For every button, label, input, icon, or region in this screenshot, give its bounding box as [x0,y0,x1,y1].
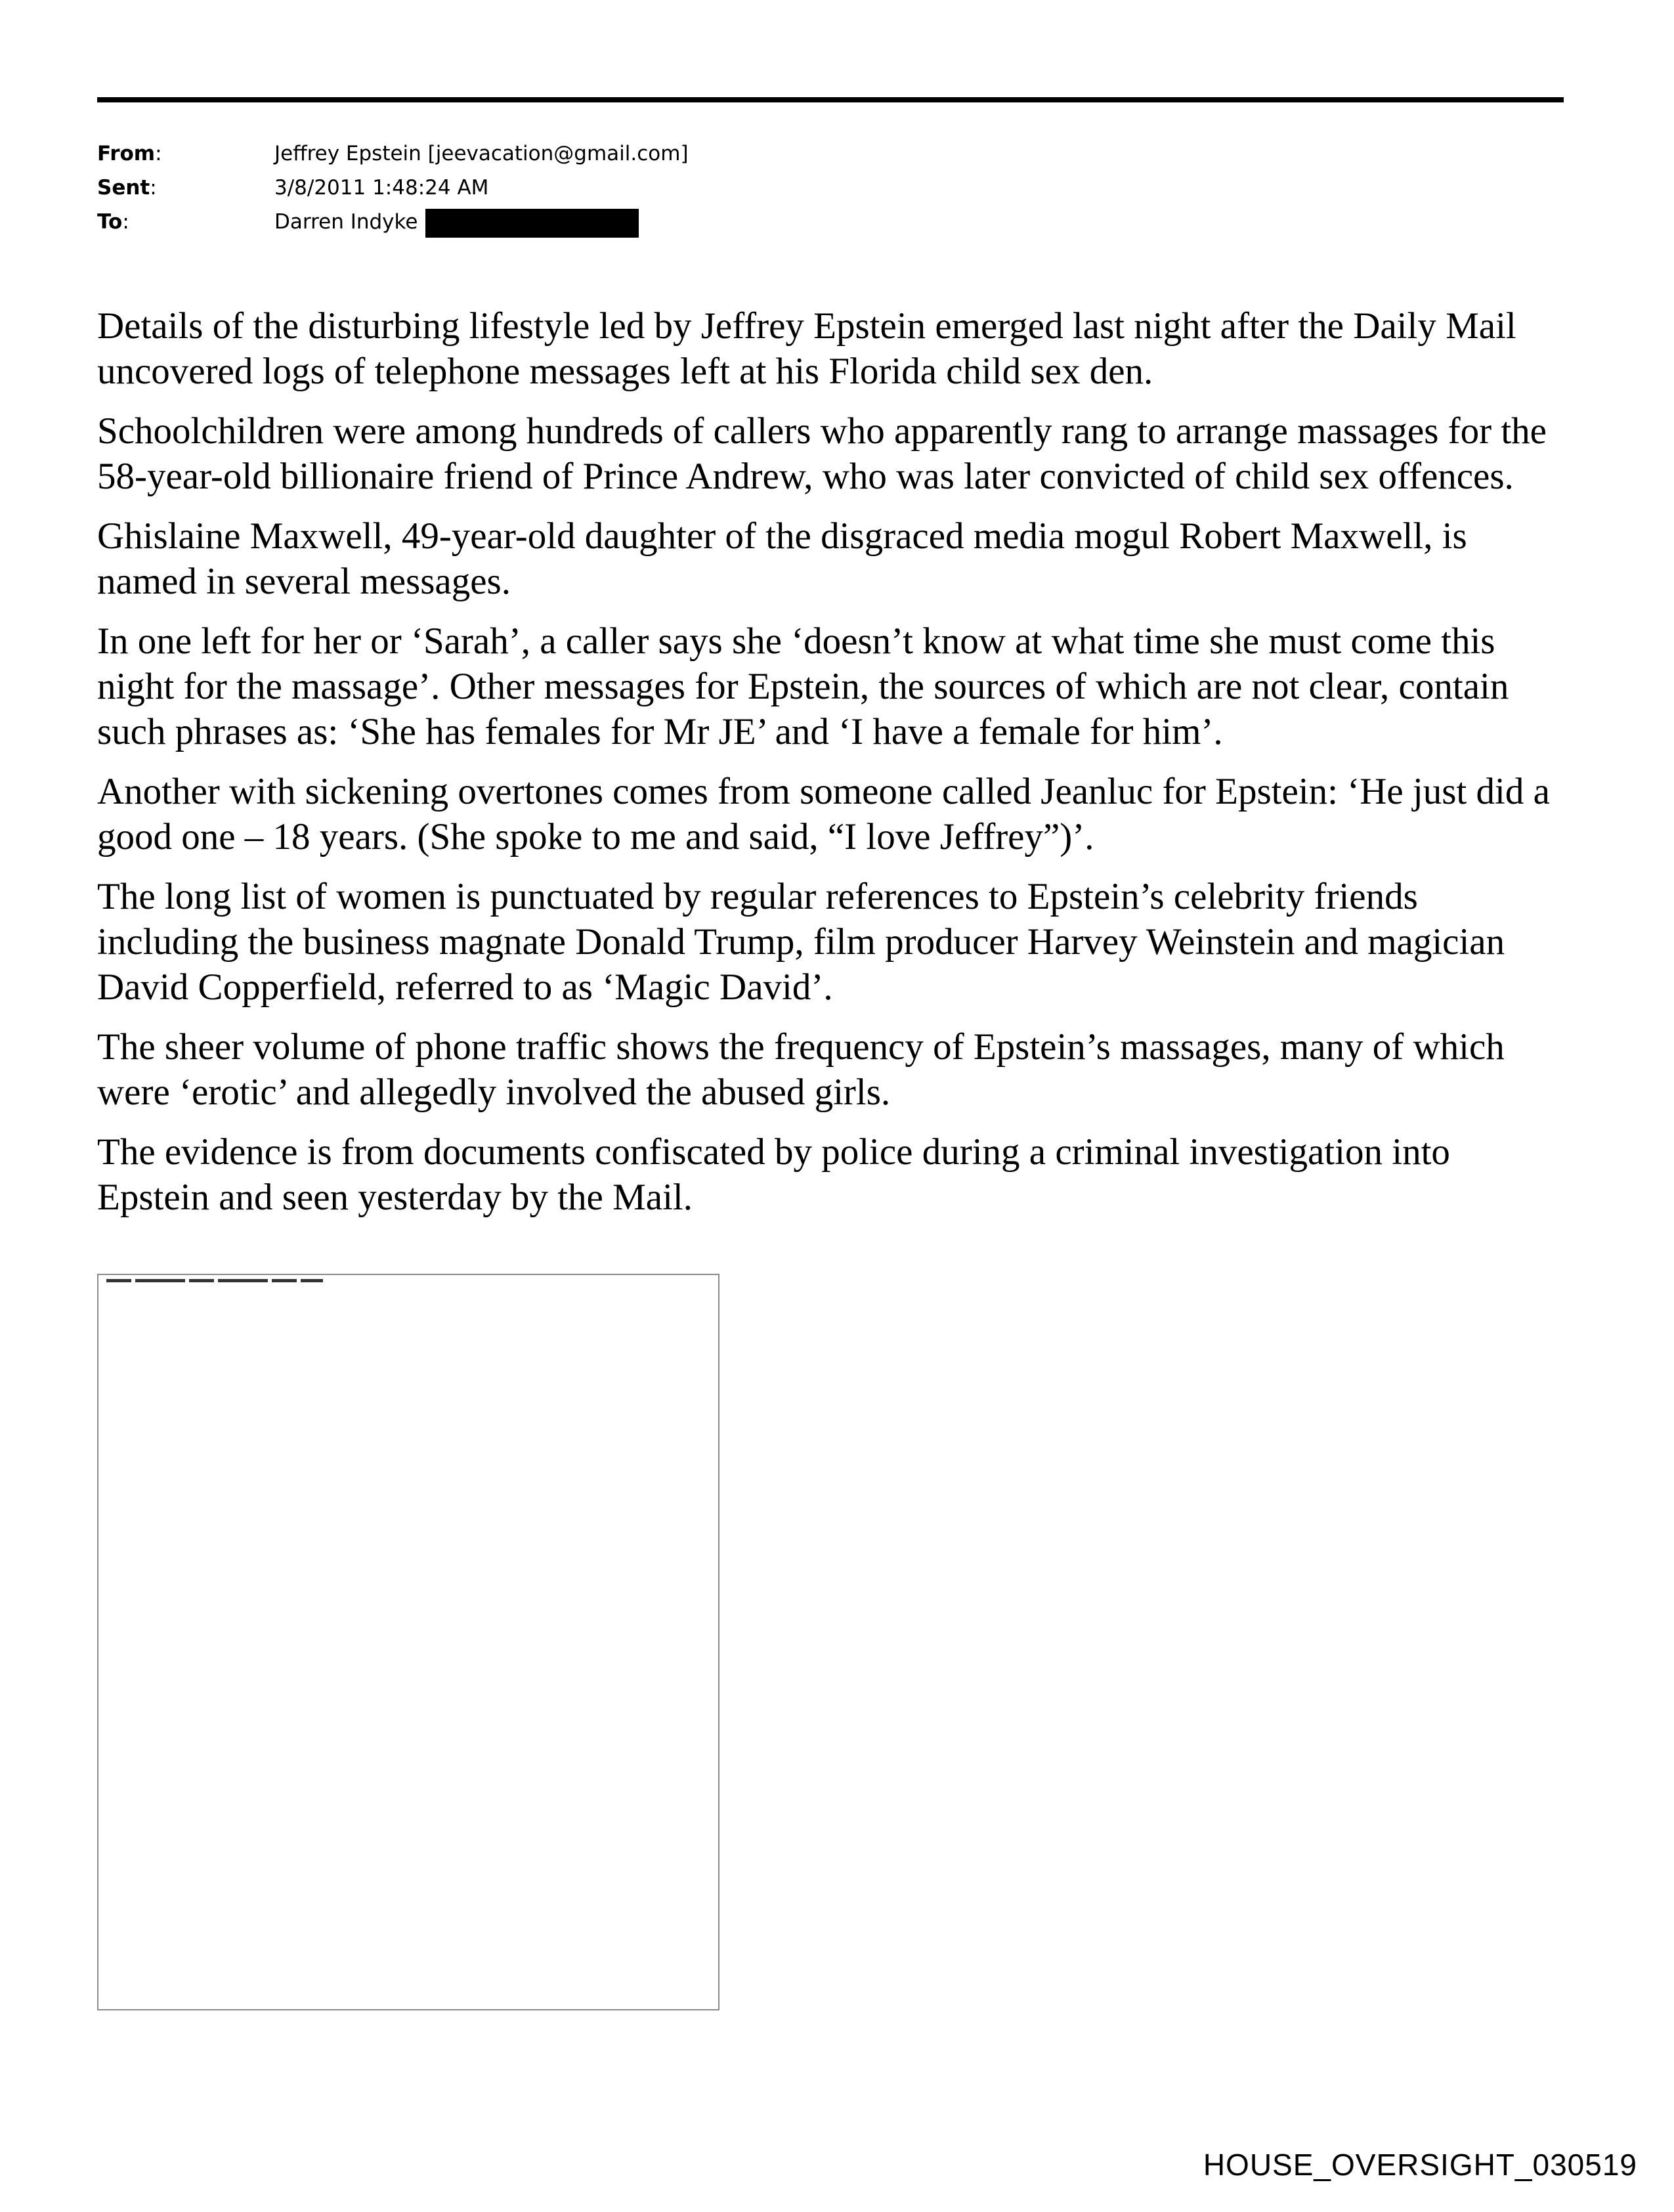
email-header [97,137,689,239]
to-colon: : [122,210,129,234]
image-caption-strip [106,1279,323,1282]
header-divider [97,97,1564,102]
embedded-image-placeholder [97,1274,719,2010]
to-label-cell [97,205,274,239]
from-row [97,137,689,171]
sent-row [97,171,689,205]
from-label: From [97,142,156,165]
body-paragraph: In one left for her or ‘Sarah’, a caller says she ‘doesn’t know at what time she must come this night for the massage’. Other messages for Epstein, the sources of which are not clear, contain such phrases as: ‘She has females for Mr JE’ and ‘I have a female for him’. [97,620,1509,752]
from-colon: : [155,142,162,165]
sent-label-cell [97,171,274,205]
body-paragraph: Schoolchildren were among hundreds of callers who apparently rang to arrange massages for the 58-year-old billionaire friend of Prince Andrew, who was later convicted of child sex offences. [97,410,1547,497]
bates-number: HOUSE_OVERSIGHT_030519 [1203,2148,1637,2182]
to-label: To [97,210,123,234]
sent-colon: : [150,176,157,200]
from-label-cell [97,137,274,171]
to-row [97,205,689,239]
sent-label: Sent [97,176,150,200]
body-paragraph: Ghislaine Maxwell, 49-year-old daughter of the disgraced media mogul Robert Maxwell, is named in several messages. [97,515,1467,602]
body-paragraph: Another with sickening overtones comes from someone called Jeanluc for Epstein: ‘He just did a good one – 18 years. (She spoke to me and said, “I love Jeffrey”)’. [97,771,1550,857]
email-body [97,303,1568,1234]
body-paragraph: The long list of women is punctuated by regular references to Epstein’s celebrity friends including the business magnate Donald Trump, film producer Harvey Weinstein and magician David Copperfield, referred to as ‘Magic David’. [97,876,1505,1008]
sent-value: 3/8/2011 1:48:24 AM [274,176,489,200]
to-value-cell [274,205,639,239]
body-paragraph: Details of the disturbing lifestyle led by Jeffrey Epstein emerged last night after the Daily Mail uncovered logs of telephone messages left at his Florida child sex den. [97,305,1516,392]
from-value: Jeffrey Epstein [jeevacation@gmail.com] [274,142,689,165]
redaction-box [425,209,639,238]
body-paragraph: The sheer volume of phone traffic shows the frequency of Epstein’s massages, many of which were ‘erotic’ and allegedly involved the abused girls. [97,1026,1505,1113]
body-paragraph: The evidence is from documents confiscated by police during a criminal investigation into Epstein and seen yesterday by the Mail. [97,1131,1450,1218]
to-value: Darren Indyke [274,210,418,234]
